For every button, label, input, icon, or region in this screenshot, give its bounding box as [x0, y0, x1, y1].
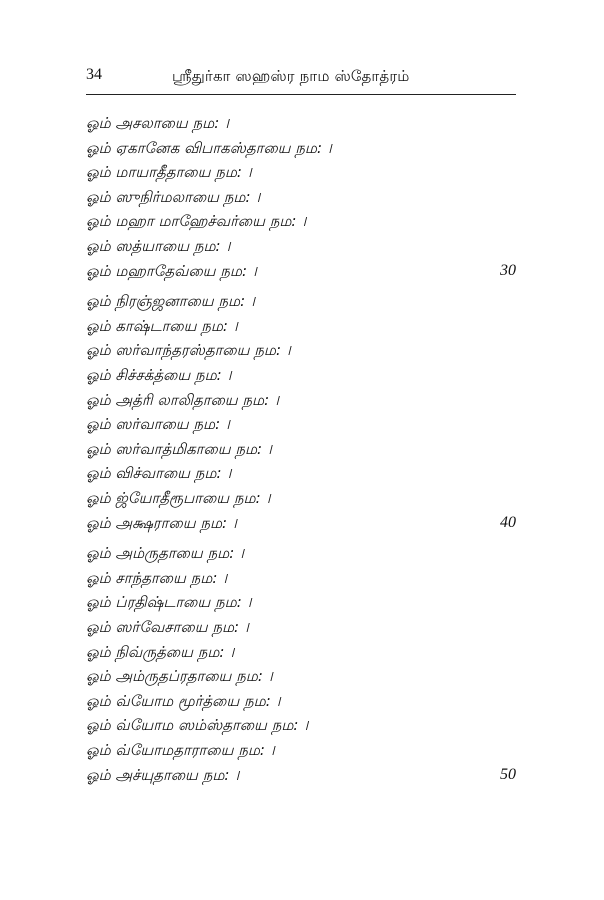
verse-line: [86, 259, 516, 283]
verse-count-number: 50: [500, 765, 516, 783]
verse-line: [86, 234, 516, 258]
page-header: [86, 64, 516, 92]
verse-line: [86, 111, 516, 135]
page-number: 34: [86, 66, 102, 83]
verse-text: ஓம் காஷ்டாயை நம: ।: [86, 316, 238, 335]
verse-line: [86, 314, 516, 338]
verse-line: [86, 412, 516, 436]
verse-text: ஓம் மஹா மாஹேச்வர்யை நம: ।: [86, 212, 307, 231]
verse-text: ஓம் ப்ரதிஷ்டாயை நம: ।: [86, 593, 252, 612]
header-rule: [86, 94, 516, 95]
verse-text: ஓம் ஸர்வாயை நம: ।: [86, 415, 230, 434]
verse-line: [86, 640, 516, 664]
verse-text: ஓம் ஜ்யோதீரூபாயை நம: ।: [86, 489, 271, 507]
verse-text: ஓம் சாந்தாயை நம: ।: [86, 568, 228, 587]
verse-line: [86, 338, 516, 362]
verse-line: [86, 541, 516, 565]
running-title: ஸ்ரீதுர்கா ஸஹஸ்ர நாம ஸ்தோத்ரம்: [172, 67, 410, 85]
verse-text: ஓம் மஹாதேவ்யை நம: ।: [86, 261, 257, 280]
verse-text: ஓம் சிச்சக்த்யை நம: ।: [86, 366, 232, 384]
verse-line: [86, 664, 516, 688]
verse-text: ஓம் ஸர்வேசாயை நம: ।: [86, 618, 249, 636]
verse-text: ஓம் அச்யுதாயை நம: ।: [86, 765, 240, 784]
verse-text: ஓம் வ்யோம மூர்த்யை நம: ।: [86, 691, 281, 710]
verse-count-number: 40: [500, 513, 516, 531]
verse-text: ஓம் விச்வாயை நம: ।: [86, 464, 232, 483]
verse-count-number: 30: [500, 261, 516, 279]
verse-line: [86, 566, 516, 590]
verse-line: [86, 511, 516, 535]
verse-line: [86, 363, 516, 387]
verse-line: [86, 713, 516, 737]
verse-line: [86, 763, 516, 787]
verse-text: ஓம் நிரஞ்ஜனாயை நம: ।: [86, 292, 255, 311]
verse-line: [86, 209, 516, 233]
verse-line: [86, 461, 516, 485]
verse-text: ஓம் ஸர்வாத்மிகாயை நம: ।: [86, 439, 272, 458]
verse-line: [86, 437, 516, 461]
verse-line: [86, 486, 516, 510]
verse-text: ஓம் அசலாயை நம: ।: [86, 114, 229, 132]
verse-text: ஓம் வ்யோமதாராயை நம: ।: [86, 741, 275, 759]
verse-line: [86, 615, 516, 639]
verse-text: ஓம் ஸத்யாயை நம: ।: [86, 237, 231, 255]
verse-text: ஓம் அம்ருதப்ரதாயை நம: ।: [86, 667, 273, 686]
verse-text: ஓம் மாயாதீதாயை நம: ।: [86, 163, 252, 182]
verse-line: [86, 590, 516, 614]
verse-line: [86, 738, 516, 762]
verse-text: ஓம் ஏகானேக விபாகஸ்தாயை நம: ।: [86, 138, 332, 157]
verse-line: [86, 185, 516, 209]
verse-text: ஓம் ஸர்வாந்தரஸ்தாயை நம: ।: [86, 341, 291, 360]
verse-text: ஓம் அக்ஷராயை நம: ।: [86, 513, 237, 532]
verse-text: ஓம் அத்ரி லாலிதாயை நம: ।: [86, 390, 279, 409]
verse-line: [86, 388, 516, 412]
verse-line: [86, 689, 516, 713]
verse-text: ஓம் நிவ்ருத்யை நம: ।: [86, 642, 235, 661]
verse-text: ஓம் அம்ருதாயை நம: ।: [86, 544, 244, 563]
verse-line: [86, 289, 516, 313]
verse-text: ஓம் வ்யோம ஸம்ஸ்தாயை நம: ।: [86, 716, 309, 735]
verse-line: [86, 160, 516, 184]
verse-text: ஓம் ஸுநிர்மலாயை நம: ।: [86, 187, 261, 206]
verse-line: [86, 136, 516, 160]
